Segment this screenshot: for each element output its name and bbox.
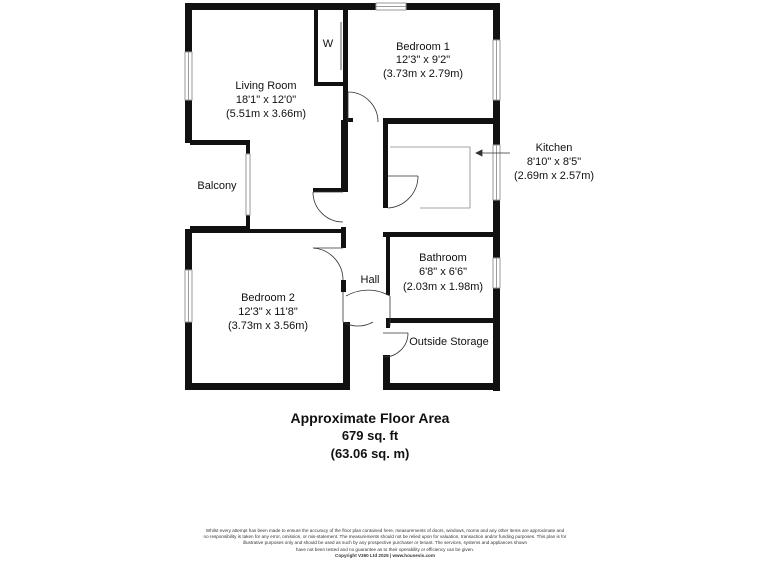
kitchen-imperial: 8'10" x 8'5" <box>526 156 582 168</box>
bathroom-imperial: 6'8" x 6'6" <box>418 266 468 278</box>
bedroom1-imperial: 12'3" x 9'2" <box>395 54 451 66</box>
floor-area-sqft: 679 sq. ft <box>341 428 399 443</box>
balcony-label: Balcony <box>197 180 237 192</box>
living-room-label <box>226 80 306 120</box>
disclaimer-line-4: have not been tested and no guarantee as to their operability or efficiency can be given. <box>295 546 475 552</box>
bedroom2-label <box>228 292 308 332</box>
copyright: Copyright V360 Ltd 2025 | www.housevis.com <box>335 552 435 558</box>
disclaimer-line-2: no responsibility is taken for any error, omission, or mis-statement. The measurements should not be relied upon for valuation, transaction and/or funding purposes. This plan is for <box>203 534 567 540</box>
living-room-imperial: 18'1" x 12'0" <box>235 94 297 106</box>
bathroom-label <box>403 252 483 293</box>
wardrobe-label: W <box>322 38 334 50</box>
hall-label: Hall <box>360 274 380 286</box>
bedroom2-metric: (3.73m x 3.56m) <box>227 320 309 332</box>
bedroom2-imperial: 12'3" x 11'8" <box>238 306 298 318</box>
kitchen-worktop <box>390 147 470 208</box>
outside-storage-label: Outside Storage <box>409 336 489 348</box>
disclaimer-line-3: illustrative purposes only and should be used as such by any prospective purchaser or tenant. The services, systems and appliances shown <box>242 540 528 546</box>
floor-area-title: Approximate Floor Area <box>290 410 450 426</box>
bathroom-metric: (2.03m x 1.98m) <box>402 281 484 293</box>
living-room-metric: (5.51m x 3.66m) <box>225 108 307 120</box>
floor-area-sqm: (63.06 sq. m) <box>330 446 410 461</box>
disclaimer-line-1: Whilst every attempt has been made to ensure the accuracy of the floor plan contained here, measurements of doors, windows, rooms and any other items are approximate and <box>205 528 565 533</box>
outer-walls <box>185 3 500 391</box>
kitchen-metric: (2.69m x 2.57m) <box>513 170 595 182</box>
bedroom1-metric: (3.73m x 2.79m) <box>382 68 464 80</box>
living-room-name: Living Room <box>235 80 297 92</box>
disclaimer <box>140 528 630 559</box>
bathroom-name: Bathroom <box>419 252 467 264</box>
kitchen-label <box>514 142 594 182</box>
kitchen-name: Kitchen <box>535 142 573 154</box>
bedroom1-label <box>383 41 463 80</box>
bedroom1-name: Bedroom 1 <box>396 41 450 53</box>
bedroom2-name: Bedroom 2 <box>241 292 295 304</box>
